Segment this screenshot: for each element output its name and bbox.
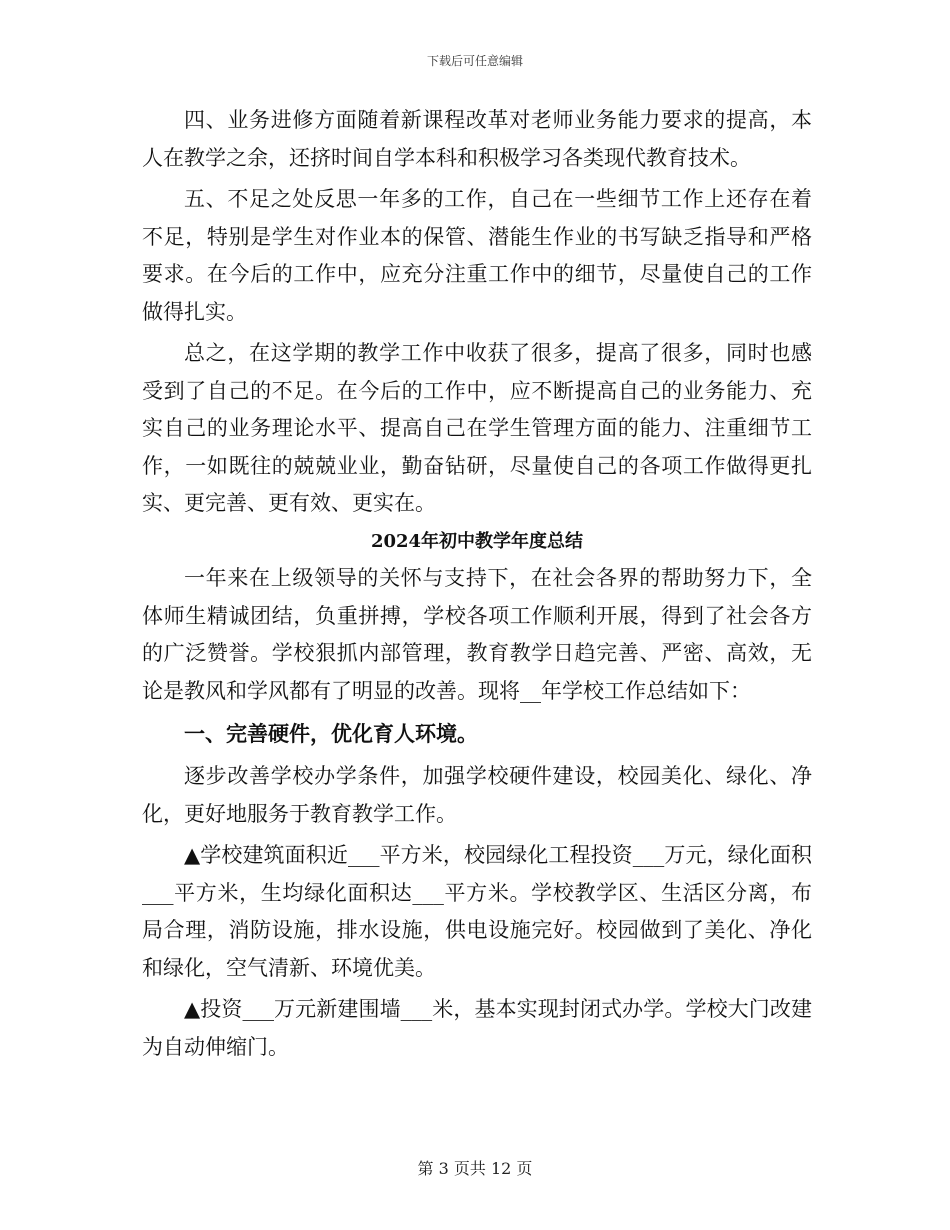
- document-body: [142, 102, 812, 1066]
- heading-hardware: 一、完善硬件，优化育人环境。: [184, 721, 478, 746]
- section-title: 2024年初中教学年度总结: [370, 530, 584, 552]
- paragraph-conditions: 逐步改善学校办学条件，加强学校硬件建设，校园美化、绿化、净化，更好地服务于教育教学工作。: [142, 764, 812, 826]
- paragraph-study: 四、业务进修方面随着新课程改革对老师业务能力要求的提高，本人在教学之余，还挤时间自学本科和积极学习各类现代教育技术。: [142, 108, 812, 170]
- paragraph-buildings: ▲学校建筑面积近___平方米，校园绿化工程投资___万元，绿化面积___平方米，生均绿化面积达___平方米。学校教学区、生活区分离，布局合理，消防设施，排水设施，供电设施完好。校园做到了美化、净化和绿化，空气清新、环境优美。: [142, 843, 812, 980]
- page-footer: 第 3 页共 12 页: [417, 1159, 533, 1178]
- paragraph-intro: 一年来在上级领导的关怀与支持下，在社会各界的帮助努力下，全体师生精诚团结，负重拼搏，学校各项工作顺利开展，得到了社会各方的广泛赞誉。学校狠抓内部管理，教育教学日趋完善、严密、高效，无论是教风和学风都有了明显的改善。现将__年学校工作总结如下：: [142, 566, 812, 703]
- paragraph-shortcomings: 五、不足之处反思一年多的工作，自己在一些细节工作上还存在着不足，特别是学生对作业本的保管、潜能生作业的书写缺乏指导和严格要求。在今后的工作中，应充分注重工作中的细节，尽量使自己的工作做得扎实。: [142, 187, 812, 324]
- paragraph-wall: ▲投资___万元新建围墙___米，基本实现封闭式办学。学校大门改建为自动伸缩门。: [142, 997, 812, 1059]
- paragraph-conclusion: 总之，在这学期的教学工作中收获了很多，提高了很多，同时也感受到了自己的不足。在今后的工作中，应不断提高自己的业务能力、充实自己的业务理论水平、提高自己在学生管理方面的能力、注重细节工作，一如既往的兢兢业业，勤奋钻研，尽量使自己的各项工作做得更扎实、更完善、更有效、更实在。: [142, 341, 812, 515]
- page-header: 下载后可任意编辑: [426, 54, 523, 68]
